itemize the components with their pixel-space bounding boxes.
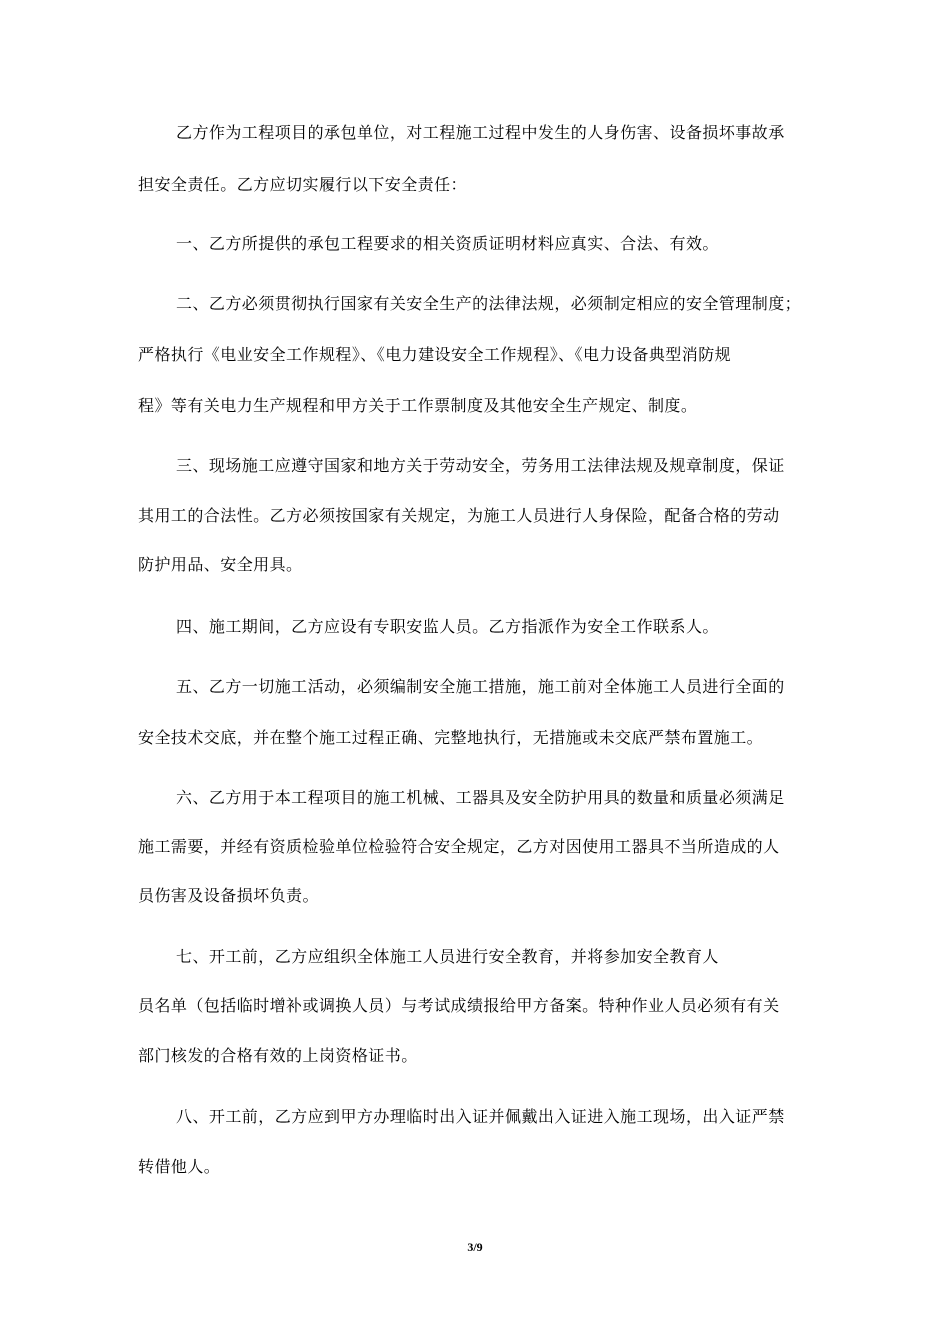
clause-5-line-1: 五、乙方一切施工活动，必须编制安全施工措施，施工前对全体施工人员进行全面的 (176, 677, 785, 696)
clause-4-line-1: 四、施工期间，乙方应设有专职安监人员。乙方指派作为安全工作联系人。 (176, 617, 719, 636)
clause-5-line-2: 安全技术交底，并在整个施工过程正确、完整地执行，无措施或未交底严禁布置施工。 (138, 728, 764, 747)
clause-8-line-1: 八、开工前，乙方应到甲方办理临时出入证并佩戴出入证进入施工现场，出入证严禁 (176, 1107, 785, 1126)
clause-2-line-2: 严格执行《电业安全工作规程》、《电力建设安全工作规程》、《电力设备典型消防规 (138, 345, 732, 364)
paragraph-1-line-2: 担安全责任。乙方应切实履行以下安全责任： (138, 175, 468, 194)
clause-7-line-2: 员名单（包括临时增补或调换人员）与考试成绩报给甲方备案。特种作业人员必须有有关 (138, 996, 780, 1015)
clause-6-line-3: 员伤害及设备损坏负责。 (138, 886, 319, 905)
clause-2-line-3: 程》等有关电力生产规程和甲方关于工作票制度及其他安全生产规定、制度。 (138, 396, 698, 415)
clause-3-line-1: 三、现场施工应遵守国家和地方关于劳动安全，劳务用工法律法规及规章制度，保证 (176, 456, 785, 475)
clause-8-line-2: 转借他人。 (138, 1157, 221, 1176)
clause-3-line-2: 其用工的合法性。乙方必须按国家有关规定，为施工人员进行人身保险，配备合格的劳动 (138, 506, 780, 525)
clause-6-line-1: 六、乙方用于本工程项目的施工机械、工器具及安全防护用具的数量和质量必须满足 (176, 788, 785, 807)
clause-6-line-2: 施工需要，并经有资质检验单位检验符合安全规定，乙方对因使用工器具不当所造成的人 (138, 837, 780, 856)
clause-2-line-1: 二、乙方必须贯彻执行国家有关安全生产的法律法规，必须制定相应的安全管理制度； (176, 294, 802, 313)
page-number: 3/9 (467, 1240, 483, 1254)
clause-1-line-1: 一、乙方所提供的承包工程要求的相关资质证明材料应真实、合法、有效。 (176, 234, 719, 253)
paragraph-1-line-1: 乙方作为工程项目的承包单位，对工程施工过程中发生的人身伤害、设备损坏事故承 (176, 123, 785, 142)
clause-3-line-3: 防护用品、安全用具。 (138, 555, 303, 574)
clause-7-line-3: 部门核发的合格有效的上岗资格证书。 (138, 1046, 418, 1065)
clause-7-line-1: 七、开工前，乙方应组织全体施工人员进行安全教育，并将参加安全教育人 (176, 947, 719, 966)
